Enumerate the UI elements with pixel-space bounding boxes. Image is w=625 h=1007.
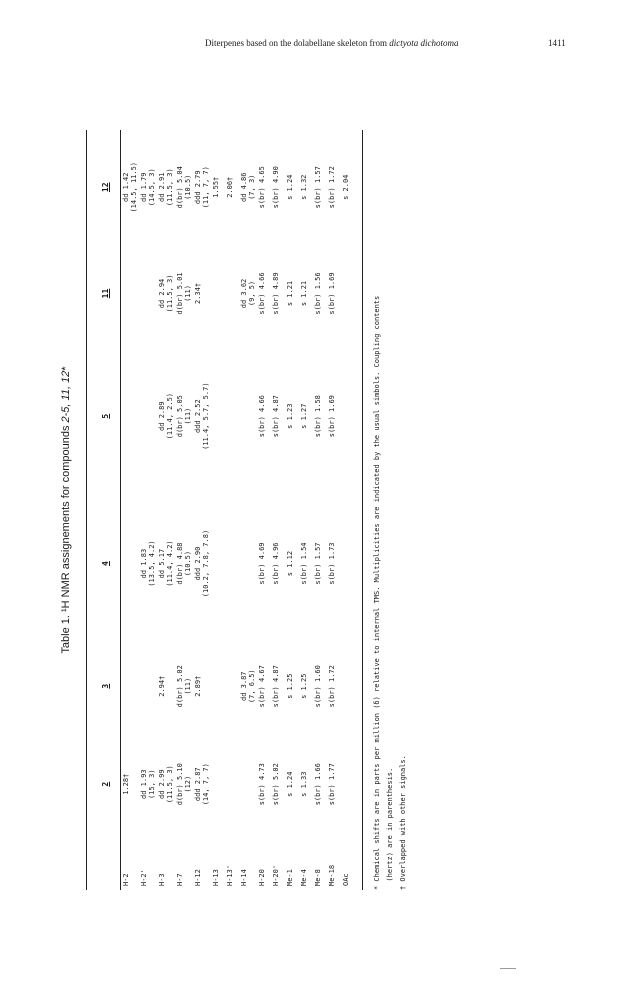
table-row [175, 130, 193, 890]
table-cell: s(br) 4.73 [258, 763, 266, 806]
table-cell [225, 490, 239, 637]
table-cell [341, 342, 363, 489]
table-row [341, 130, 363, 890]
table-cell [225, 245, 239, 343]
table-cell: 1.28† [122, 773, 130, 795]
table-cell: 1.55† [212, 176, 220, 198]
table-cell: s(br) 5.02 [272, 763, 280, 806]
table-cell: s(br) 1.69 [328, 395, 336, 438]
row-label: H-20 [258, 869, 266, 886]
footnotes [371, 130, 410, 890]
table-cell: dd 2.99 (11.5, 3) [158, 765, 174, 804]
table-cell: s 1.27 [300, 403, 308, 429]
table-cell [139, 245, 157, 343]
table-row [257, 130, 271, 890]
row-label: H-2 [122, 873, 130, 886]
header-col-4: 4 [87, 490, 121, 637]
table-cell [341, 637, 363, 735]
table-cell: s(br) 4.90 [272, 166, 280, 209]
table-cell [121, 245, 140, 343]
table-row [239, 130, 257, 890]
table-cell: dd 4.86 (7, 3) [240, 172, 256, 203]
header-col-2: 2 [87, 735, 121, 833]
row-label: Me-1 [286, 869, 294, 886]
table-cell [121, 637, 140, 735]
header-col-3: 3 [87, 637, 121, 735]
table-cell: s(br) 4.89 [272, 272, 280, 315]
table-cell: s 1.24 [286, 174, 294, 200]
table-cell: dd 2.89 (11.4, 2.5) [158, 393, 174, 440]
table-cell: d(br) 5.05 (11) [176, 395, 192, 438]
table-cell: s 1.21 [286, 280, 294, 307]
table-cell: s(br) 4.87 [272, 665, 280, 708]
table-cell: dd 3.87 (7, 6.5) [240, 669, 256, 704]
table-cell [121, 490, 140, 637]
table-cell: s(br) 1.57 [314, 166, 322, 209]
table-cell: s(br) 1.72 [328, 166, 336, 209]
table-cell: dd 1.42 (14.5, 11.5) [122, 161, 138, 213]
table-title [60, 130, 72, 890]
table-cell: s(br) 4.87 [272, 395, 280, 438]
table-cell [341, 735, 363, 833]
table-cell: d(br) 5.04 (10.5) [176, 166, 192, 209]
table-cell: dd 2.91 (11.5, 3) [158, 168, 174, 207]
table-row [225, 130, 239, 890]
table-cell: dd 1.83 (13.5, 4.2) [140, 540, 156, 587]
table-cell: s(br) 1.60 [314, 665, 322, 708]
row-label: H-2' [140, 869, 148, 886]
table-title-main: ¹H NMR assignements for compounds [60, 422, 72, 612]
row-label: Me-18 [328, 864, 336, 886]
table-cell: s(br) 4.66 [258, 395, 266, 438]
table-cell: 2.89† [194, 675, 202, 697]
table-cell: s 1.21 [300, 280, 308, 307]
table-cell: s 1.32 [300, 174, 308, 200]
table-cell: s(br) 4.96 [272, 542, 280, 585]
table-cell: dd 1.93 (15, 3) [140, 769, 156, 799]
table-cell [211, 245, 225, 343]
table-cell [211, 342, 225, 489]
table-row [285, 130, 299, 890]
row-label: H-12 [194, 869, 202, 886]
nmr-table [86, 130, 363, 890]
table-cell: s(br) 1.58 [314, 395, 322, 438]
table-cell [239, 490, 257, 637]
table-cell [341, 490, 363, 637]
table-cell: s(br) 1.57 [314, 542, 322, 585]
table-cell [225, 735, 239, 833]
header-col-11: 11 [87, 245, 121, 343]
table-cell: s(br) 1.77 [328, 763, 336, 806]
table-row [193, 130, 211, 890]
table-cell [239, 342, 257, 489]
table-cell [225, 637, 239, 735]
table-cell: d(br) 5.02 (11) [176, 665, 192, 708]
running-head-text: Diterpenes based on the dolabellane skeleton from [205, 38, 390, 48]
table-row [299, 130, 313, 890]
table-row [313, 130, 327, 890]
table-title-compounds: 2-5, 11, 12 [60, 370, 72, 423]
header-label-col [87, 833, 121, 890]
row-label: H-7 [176, 873, 184, 886]
header-col-5: 5 [87, 342, 121, 489]
table-cell: s(br) 4.65 [258, 166, 266, 209]
table-cell: s(br) 1.69 [328, 272, 336, 315]
table-cell: ddd 2.79 (11, 7, 7) [194, 166, 210, 209]
table-cell: s(br) 1.54 [300, 542, 308, 585]
table-cell [211, 735, 225, 833]
table-cell: s 1.25 [300, 673, 308, 699]
table-cell: s 1.24 [286, 771, 294, 797]
table-cell [239, 735, 257, 833]
table-row [271, 130, 285, 890]
row-label: H-13 [212, 869, 220, 886]
table-cell: d(br) 4.88 (10.5) [176, 542, 192, 585]
table-cell [341, 245, 363, 343]
table-cell: dd 5.17 (11.4, 4.2) [158, 540, 174, 587]
table-cell [211, 637, 225, 735]
footnote-overlapped: † Overlapped with other signals. [399, 755, 407, 890]
table-cell [139, 637, 157, 735]
table-cell: ddd 2.87 (14, 7, 7) [194, 763, 210, 806]
table-row [121, 130, 140, 890]
table-cell: s 2.04 [341, 130, 363, 245]
table-cell [121, 342, 140, 489]
header-col-12: 12 [87, 130, 121, 245]
table-cell [225, 342, 239, 489]
table-cell [211, 490, 225, 637]
table-row [157, 130, 175, 890]
page-number: 1411 [548, 38, 566, 48]
table-row [327, 130, 341, 890]
table-title-mark: * [60, 366, 72, 371]
table-cell: s 1.23 [286, 403, 294, 429]
nmr-table-rotated [60, 130, 410, 890]
table-cell: ddd 2.90 (10.2, 7.8, 7.8) [194, 529, 210, 598]
table-cell: s(br) 4.67 [258, 665, 266, 708]
table-cell: s 1.12 [286, 550, 294, 577]
table-cell: 2.94† [158, 675, 166, 697]
row-label: Me-8 [314, 869, 322, 886]
table-cell: s 1.33 [300, 771, 308, 797]
row-label: OAc [341, 833, 363, 890]
table-cell: dd 3.62 (9, 5) [240, 278, 256, 309]
table-cell: s(br) 1.72 [328, 665, 336, 708]
table-row [139, 130, 157, 890]
table-cell: s(br) 4.69 [258, 542, 266, 585]
table-cell: s(br) 1.66 [314, 763, 322, 806]
table-row [211, 130, 225, 890]
row-label: Me-4 [300, 869, 308, 886]
table-cell: 2.06† [226, 176, 234, 198]
table-cell: s(br) 1.73 [328, 542, 336, 585]
table-cell: d(br) 5.10 (12) [176, 763, 192, 806]
row-label: H-3 [158, 873, 166, 886]
table-cell: d(br) 5.01 (11) [176, 272, 192, 315]
table-cell: 2.34† [194, 282, 202, 305]
table-cell: dd 1.79 (14.5, 3) [140, 168, 156, 207]
footnote-chemical-shifts-cont: (hertz) are in parenthesis. [386, 767, 394, 890]
footnote-chemical-shifts: * Chemical shifts are in parts per million (δ) relative to internal TMS. Multiplicities are indicated by the usual simbols. Coupling contents [373, 295, 381, 890]
running-head [205, 38, 465, 48]
table-body [121, 130, 363, 890]
table-cell: s(br) 1.56 [314, 272, 322, 315]
table-title-prefix: Table 1. [60, 612, 72, 654]
table-cell: dd 2.94 (11.5, 3) [158, 274, 174, 313]
row-label: H-14 [240, 869, 248, 886]
table-header-row [87, 130, 121, 890]
table-cell: s(br) 4.66 [258, 272, 266, 315]
table-cell: s 1.25 [286, 673, 294, 699]
table-cell [139, 342, 157, 489]
margin-mark [500, 968, 516, 969]
running-head-species: dictyota dichotoma [389, 38, 459, 48]
table-cell: ddd 2.52 (11.4, 5.7, 5.7) [194, 382, 210, 450]
row-label: H-20' [272, 864, 280, 886]
row-label: H-13' [226, 864, 234, 886]
